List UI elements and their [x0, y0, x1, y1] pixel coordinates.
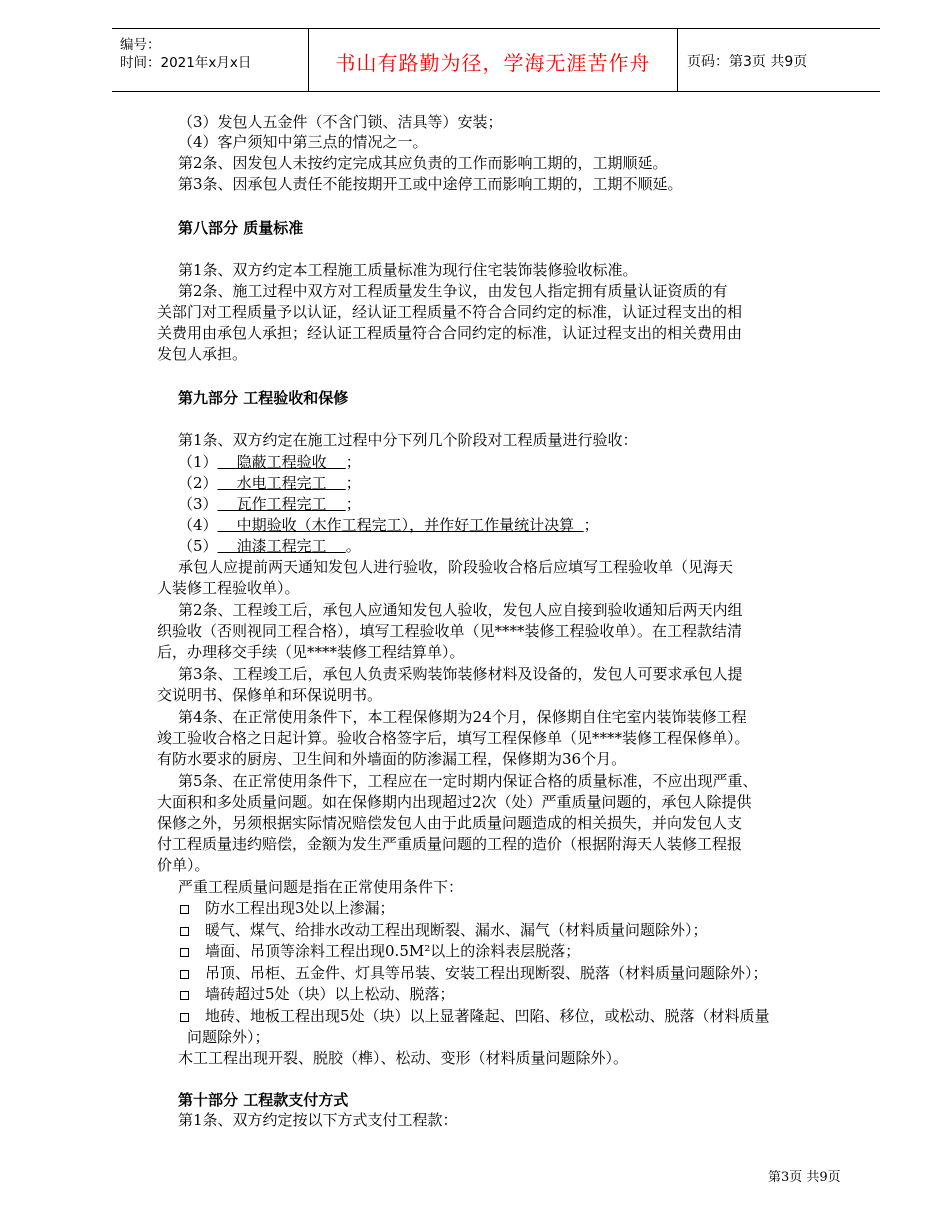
- paragraph: 后，办理移交手续（见****装修工程结算单）。: [157, 643, 465, 661]
- date-label: 时间：2021年x月x日: [120, 55, 252, 71]
- stage-number: （3）: [178, 495, 218, 513]
- list-item: [178, 473, 361, 493]
- paragraph: 交说明书、保修单和环保说明书。: [157, 686, 383, 704]
- paragraph: 付工程质量违约赔偿，金额为发生严重质量问题的工程的造价（根据附海天人装修工程报: [157, 835, 743, 853]
- paragraph: 第2条、施工过程中双方对工程质量发生争议，由发包人指定拥有质量认证资质的有: [178, 282, 728, 300]
- stage-end: ；: [345, 453, 361, 471]
- stage-end: 。: [345, 537, 361, 555]
- stage-end: ；: [345, 495, 361, 513]
- checkbox-bullet-icon: [180, 970, 189, 979]
- paragraph: 关费用由承包人承担；经认证工程质量符合合同约定的标准，认证过程支出的相关费用由: [157, 324, 743, 342]
- list-item: [178, 515, 599, 535]
- stage-number: （2）: [178, 474, 218, 492]
- list-item: [178, 452, 361, 472]
- paragraph: （3）发包人五金件（不含门锁、洁具等）安装；: [178, 113, 503, 131]
- stage-text: 中期验收（木作工程完工），并作好工作量统计决算: [217, 516, 584, 534]
- paragraph: 发包人承担。: [157, 345, 248, 363]
- stage-text: 油漆工程完工: [217, 537, 346, 555]
- list-item: 吊顶、吊柜、五金件、灯具等吊装、安装工程出现断裂、脱落（材料质量问题除外）；: [205, 964, 768, 982]
- paragraph: 承包人应提前两天通知发包人进行验收，阶段验收合格后应填写工程验收单（见海天: [178, 558, 734, 576]
- checkbox-bullet-icon: [180, 927, 189, 936]
- paragraph: 第1条、双方约定在施工过程中分下列几个阶段对工程质量进行验收：: [178, 431, 638, 449]
- slogan: 书山有路勤为径，学海无涯苦作舟: [335, 51, 651, 75]
- list-item: 防水工程出现3处以上渗漏；: [205, 899, 395, 917]
- list-item: 墙面、吊顶等涂料工程出现0.5M²以上的涂料表层脱落；: [205, 942, 581, 960]
- paragraph: 第4条、在正常使用条件下，本工程保修期为24个月，保修期自住宅室内装饰装修工程: [178, 708, 747, 726]
- list-item: [178, 494, 361, 514]
- checkbox-bullet-icon: [180, 905, 189, 914]
- section-heading: 第八部分 质量标准: [178, 219, 304, 237]
- stage-end: ；: [583, 516, 599, 534]
- stage-number: （1）: [178, 453, 218, 471]
- list-item: 暖气、煤气、给排水改动工程出现断裂、漏水、漏气（材料质量问题除外）；: [205, 921, 708, 939]
- paragraph: 第5条、在正常使用条件下，工程应在一定时期内保证合格的质量标准，不应出现严重、: [178, 772, 758, 790]
- list-item: [178, 536, 361, 556]
- checkbox-bullet-icon: [180, 1013, 189, 1022]
- list-item-continuation: 问题除外）；: [187, 1028, 270, 1046]
- paragraph: 第1条、双方约定本工程施工质量标准为现行住宅装饰装修验收标准。: [178, 261, 638, 279]
- stage-text: 隐蔽工程验收: [217, 453, 346, 471]
- header-page-number: 页码：第3页 共9页: [687, 54, 808, 70]
- stage-text: 水电工程完工: [217, 474, 346, 492]
- paragraph: 价单）。: [157, 856, 210, 874]
- paragraph: 竣工验收合格之日起计算。验收合格签字后，填写工程保修单（见****装修工程保修单）。: [157, 729, 750, 747]
- stage-number: （5）: [178, 537, 218, 555]
- section-heading: 第十部分 工程款支付方式: [178, 1091, 349, 1109]
- section-heading: 第九部分 工程验收和保修: [178, 389, 349, 407]
- stage-number: （4）: [178, 516, 218, 534]
- list-item: 墙砖超过5处（块）以上松动、脱落；: [205, 985, 455, 1003]
- paragraph: 关部门对工程质量予以认证，经认证工程质量不符合合同约定的标准，认证过程支出的相: [157, 303, 743, 321]
- checkbox-bullet-icon: [180, 948, 189, 957]
- paragraph: 第2条、工程竣工后，承包人应通知发包人验收，发包人应自接到验收通知后两天内组: [178, 601, 743, 619]
- paragraph: （4）客户须知中第三点的情况之一。: [178, 133, 428, 151]
- stage-end: ；: [345, 474, 361, 492]
- paragraph: 大面积和多处质量问题。如在保修期内出现超过2次（处）严重质量问题的，承包人除提供: [157, 793, 752, 811]
- paragraph: 织验收（否则视同工程合格），填写工程验收单（见****装修工程验收单）。在工程款结清: [157, 622, 743, 640]
- paragraph: 第3条、工程竣工后，承包人负责采购装饰装修材料及设备的，发包人可要求承包人提: [178, 665, 743, 683]
- paragraph: 保修之外，另须根据实际情况赔偿发包人由于此质量问题造成的相关损失，并向发包人支: [157, 814, 743, 832]
- paragraph: 第2条、因发包人未按约定完成其应负责的工作而影响工期的，工期顺延。: [178, 154, 668, 172]
- list-item: 地砖、地板工程出现5处（块）以上显著隆起、凹陷、移位，或松动、脱落（材料质量: [205, 1007, 770, 1025]
- paragraph: 人装修工程验收单）。: [157, 579, 300, 597]
- paragraph: 有防水要求的厨房、卫生间和外墙面的防渗漏工程，保修期为36个月。: [157, 750, 627, 768]
- stage-text: 瓦作工程完工: [217, 495, 346, 513]
- paragraph: 第3条、因承包人责任不能按期开工或中途停工而影响工期的，工期不顺延。: [178, 175, 683, 193]
- footer-page-number: 第3页 共9页: [768, 1170, 841, 1185]
- paragraph: 第1条、双方约定按以下方式支付工程款：: [178, 1111, 458, 1129]
- doc-number-label: 编号：: [120, 37, 161, 53]
- paragraph: 严重工程质量问题是指在正常使用条件下：: [178, 878, 464, 896]
- checkbox-bullet-icon: [180, 991, 189, 1000]
- paragraph: 木工工程出现开裂、脱胶（榫）、松动、变形（材料质量问题除外）。: [178, 1049, 629, 1067]
